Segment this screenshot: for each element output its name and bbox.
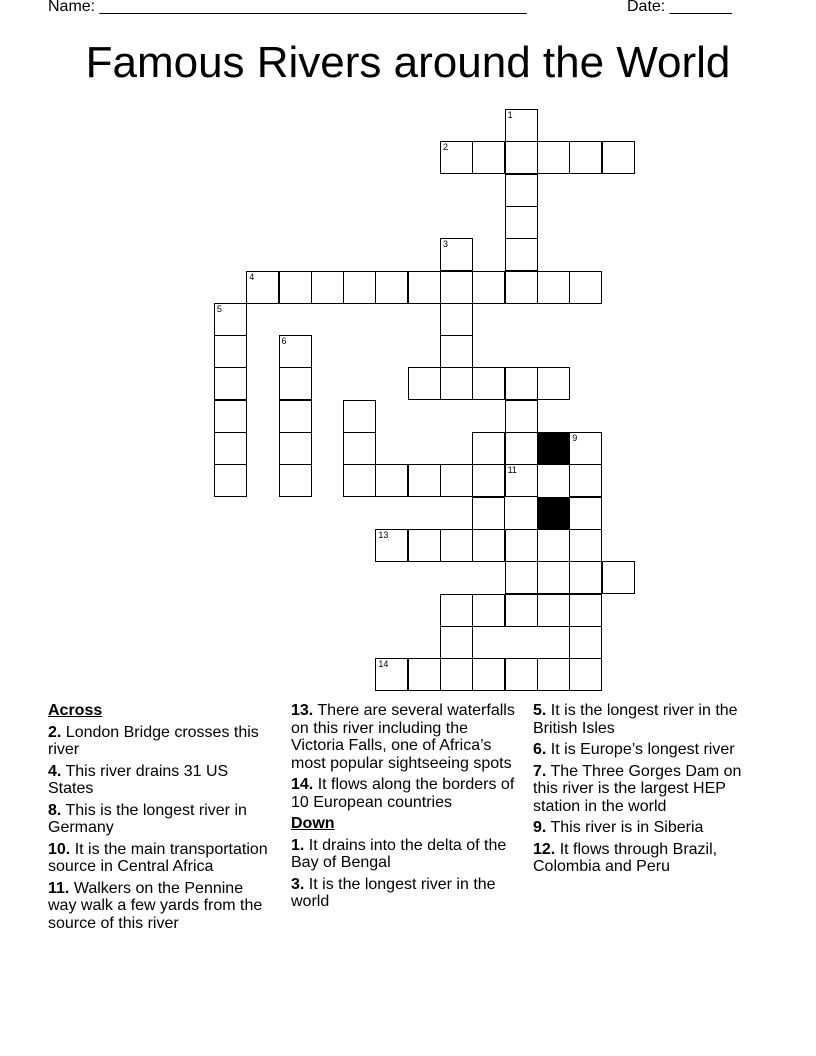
clue-text: It is Europe’s longest river (550, 741, 735, 758)
down-heading: Down (291, 815, 335, 832)
crossword-cell[interactable] (537, 367, 570, 400)
crossword-cell[interactable] (214, 303, 247, 336)
crossword-cell[interactable] (472, 594, 505, 627)
crossword-cell[interactable] (440, 238, 473, 271)
clue-down-5 (533, 702, 758, 737)
crossword-cell[interactable] (440, 594, 473, 627)
crossword-cell[interactable] (537, 271, 570, 304)
page-title: Famous Rivers around the World (85, 38, 731, 87)
crossword-cell[interactable] (569, 271, 602, 304)
crossword-cell[interactable] (505, 529, 538, 562)
cell-number: 3 (443, 239, 449, 250)
cell-number: 14 (378, 659, 389, 670)
clues-column-3 (533, 702, 758, 880)
clue-across-8 (48, 802, 273, 837)
crossword-cell[interactable] (440, 367, 473, 400)
clue-text: It flows through Brazil, Colombia and Peru (533, 840, 718, 875)
clue-across-13 (291, 702, 516, 772)
clue-down-6 (533, 741, 758, 759)
clue-text: London Bridge crosses this river (48, 723, 259, 758)
clue-down-1 (291, 837, 516, 872)
crossword-cell[interactable] (505, 206, 538, 239)
crossword-cell[interactable] (408, 464, 441, 497)
clue-across-4 (48, 763, 273, 798)
name-field-label: Name: ________________________________________________ (48, 0, 527, 15)
crossword-cell[interactable] (375, 464, 408, 497)
clue-down-9 (533, 819, 758, 837)
crossword-cell[interactable] (440, 626, 473, 659)
crossword-cell[interactable] (214, 367, 247, 400)
crossword-block (537, 432, 570, 465)
crossword-cell[interactable] (440, 335, 473, 368)
clues-column-1 (48, 702, 273, 936)
crossword-cell[interactable] (214, 432, 247, 465)
crossword-cell[interactable] (279, 271, 312, 304)
crossword-cell[interactable] (505, 141, 538, 174)
crossword-cell[interactable] (408, 367, 441, 400)
cell-number: 9 (572, 433, 578, 443)
crossword-cell[interactable] (408, 529, 441, 562)
clue-text: Walkers on the Pennine way walk a few yards from the source of this river (48, 879, 263, 932)
cell-number: 1 (507, 110, 513, 120)
crossword-cell[interactable] (602, 141, 635, 174)
across-heading: Across (48, 702, 103, 719)
clue-text: This river drains 31 US States (48, 762, 229, 797)
crossword-cell[interactable] (505, 658, 538, 691)
clue-number: 13. (291, 702, 314, 719)
crossword-cell[interactable] (472, 529, 505, 562)
clue-down-12 (533, 841, 758, 876)
crossword-cell[interactable] (343, 271, 376, 304)
clue-across-10 (48, 841, 273, 876)
clue-number: 12. (533, 840, 556, 858)
crossword-cell[interactable] (569, 594, 602, 627)
crossword-cell[interactable] (472, 367, 505, 400)
clue-text: There are several waterfalls on this river including the Victoria Falls, one of Africa’s most popular sightseeing spots (291, 702, 515, 772)
crossword-cell[interactable] (505, 561, 538, 594)
clue-text: It flows along the borders of 10 European countries (291, 776, 515, 811)
crossword-cell[interactable] (440, 303, 473, 336)
crossword-cell[interactable] (343, 400, 376, 433)
clue-number: 14. (291, 776, 314, 793)
crossword-cell[interactable] (279, 400, 312, 433)
crossword-cell[interactable] (440, 271, 473, 304)
date-field-label: Date: _______ (627, 0, 732, 15)
crossword-cell[interactable] (569, 658, 602, 691)
crossword-cell[interactable] (569, 529, 602, 562)
crossword-cell[interactable] (505, 271, 538, 304)
clue-number: 8. (48, 801, 62, 819)
crossword-cell[interactable] (505, 594, 538, 627)
clue-down-3 (291, 876, 516, 911)
clue-number: 2. (48, 723, 62, 741)
clue-number: 1. (291, 836, 305, 854)
clue-number: 9. (533, 819, 547, 836)
crossword-cell[interactable] (440, 141, 473, 174)
crossword-cell[interactable] (279, 432, 312, 465)
cell-number: 2 (443, 142, 449, 153)
crossword-cell[interactable] (472, 141, 505, 174)
crossword-cell[interactable] (440, 658, 473, 691)
crossword-cell[interactable] (505, 464, 538, 497)
crossword-cell[interactable] (311, 271, 344, 304)
clue-number: 3. (291, 875, 305, 893)
crossword-cell[interactable] (569, 141, 602, 174)
crossword-cell[interactable] (537, 594, 570, 627)
clue-number: 11. (48, 879, 70, 897)
cell-number: 13 (378, 529, 389, 540)
crossword-cell[interactable] (472, 432, 505, 465)
crossword-cell[interactable] (375, 271, 408, 304)
crossword-cell[interactable] (214, 335, 247, 368)
crossword-cell[interactable] (602, 561, 635, 594)
crossword-cell[interactable] (343, 464, 376, 497)
clue-across-2 (48, 724, 273, 759)
crossword-cell[interactable] (537, 141, 570, 174)
crossword-cell[interactable] (279, 464, 312, 497)
crossword-cell[interactable] (505, 109, 538, 142)
crossword-cell[interactable] (246, 271, 279, 304)
crossword-cell[interactable] (537, 561, 570, 594)
crossword-cell[interactable] (472, 271, 505, 304)
clue-number: 5. (533, 702, 547, 719)
crossword-cell[interactable] (440, 529, 473, 562)
crossword-cell[interactable] (472, 658, 505, 691)
crossword-cell[interactable] (537, 529, 570, 562)
clue-number: 10. (48, 840, 71, 858)
clue-across-14 (291, 776, 516, 811)
clue-number: 6. (533, 741, 547, 758)
clue-across-11 (48, 880, 273, 933)
cell-number: 6 (281, 336, 287, 347)
clue-text: This river is in Siberia (550, 819, 704, 836)
crossword-cell[interactable] (569, 497, 602, 530)
crossword-cell[interactable] (505, 432, 538, 465)
crossword-cell[interactable] (472, 497, 505, 530)
clue-text: It drains into the delta of the Bay of Bengal (291, 836, 507, 871)
crossword-cell[interactable] (214, 400, 247, 433)
crossword-cell[interactable] (569, 432, 602, 465)
clue-number: 4. (48, 762, 62, 780)
crossword-cell[interactable] (408, 271, 441, 304)
crossword-cell[interactable] (214, 464, 247, 497)
crossword-cell[interactable] (375, 529, 408, 562)
clue-text: This is the longest river in Germany (48, 801, 247, 836)
crossword-cell[interactable] (279, 335, 312, 368)
crossword-cell[interactable] (279, 367, 312, 400)
clue-text: It is the main transportation source in Central Africa (48, 840, 268, 875)
cell-number: 4 (249, 271, 255, 282)
crossword-cell[interactable] (343, 432, 376, 465)
clue-number: 7. (533, 762, 547, 780)
crossword-cell[interactable] (472, 464, 505, 497)
cell-number: 5 (216, 303, 222, 314)
crossword-cell[interactable] (375, 658, 408, 691)
crossword-cell[interactable] (569, 561, 602, 594)
crossword-cell[interactable] (569, 626, 602, 659)
crossword-cell[interactable] (537, 658, 570, 691)
crossword-cell[interactable] (569, 464, 602, 497)
crossword-cell[interactable] (505, 238, 538, 271)
clues-column-2 (291, 702, 516, 915)
crossword-cell[interactable] (505, 367, 538, 400)
crossword-cell[interactable] (440, 464, 473, 497)
crossword-cell[interactable] (408, 658, 441, 691)
clue-down-7 (533, 763, 758, 816)
clue-text: It is the longest river in the world (291, 875, 496, 910)
clue-text: It is the longest river in the British Isles (533, 702, 738, 737)
clue-text: The Three Gorges Dam on this river is the largest HEP station in the world (533, 762, 742, 815)
cell-number: 11 (507, 465, 517, 476)
crossword-cell[interactable] (505, 400, 538, 433)
crossword-block (537, 497, 570, 530)
crossword-cell[interactable] (505, 174, 538, 207)
